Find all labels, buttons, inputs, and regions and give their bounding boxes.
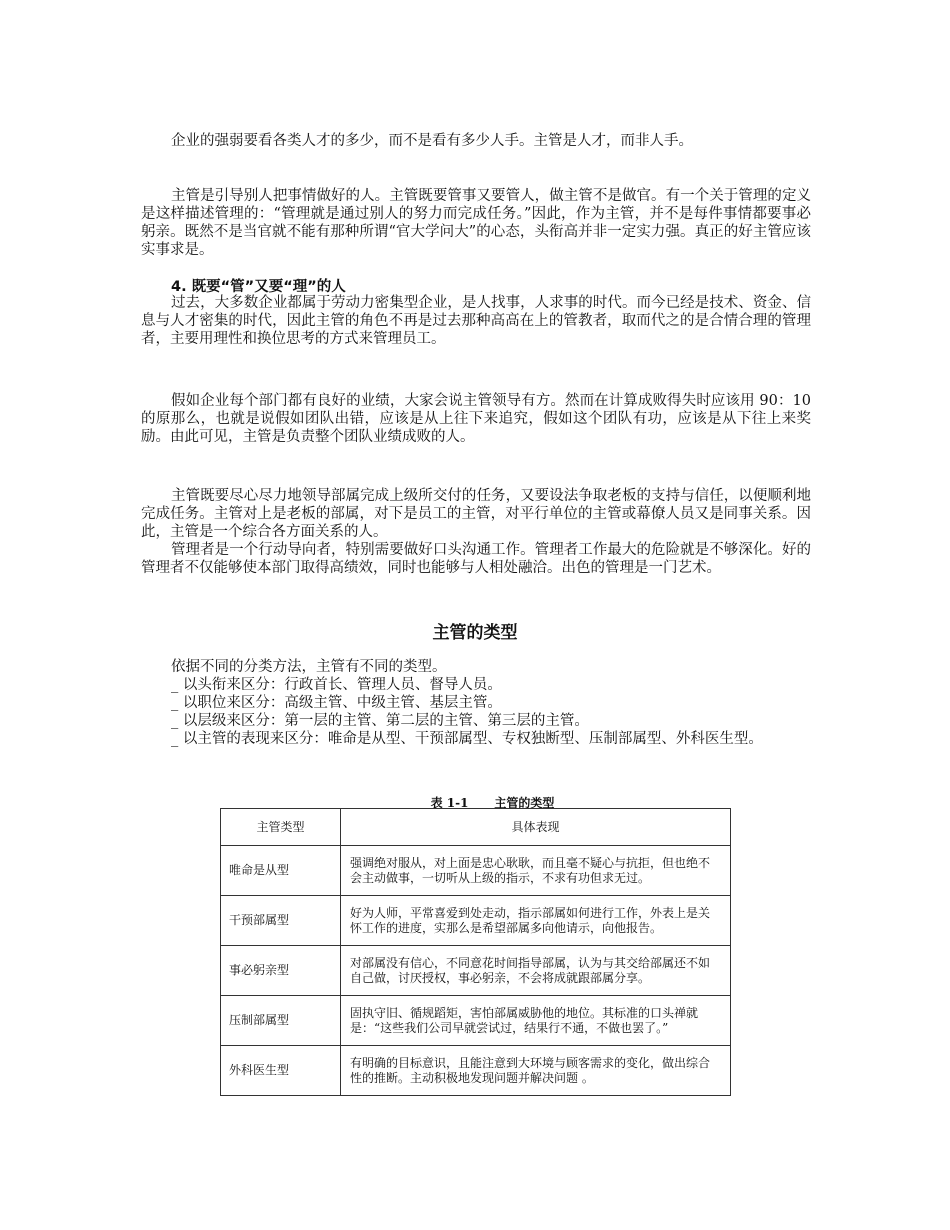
table-cell-type: 干预部属型 (221, 896, 341, 946)
table-cell-type: 压制部属型 (221, 996, 341, 1046)
table-header-row (221, 809, 731, 846)
table-cell-type: 事必躬亲型 (221, 946, 341, 996)
paragraph-relationships: 主管既要尽心尽力地领导部属完成上级所交付的任务，又要设法争取老板的支持与信任，以便顺利地完成任务。主管对上是老板的部属，对下是员工的主管，对平行单位的主管或幕僚人员又是同事关系。因此，主管是一个综合各方面关系的人。 (141, 488, 811, 540)
table-row (221, 846, 731, 896)
table-cell-description: 固执守旧、循规蹈矩，害怕部属威胁他的地位。其标准的口头禅就是：“这些我们公司早就尝试过，结果行不通，不做也罢了。” (341, 996, 731, 1046)
table-row (221, 1046, 731, 1096)
paragraph-manager-definition: 主管是引导别人把事情做好的人。主管既要管事又要管人，做主管不是做官。有一个关于管理的定义是这样描述管理的：“管理就是通过别人的努力而完成任务。”因此，作为主管，并不是每件事情都要事必躬亲。既然不是当官就不能有那种所谓“官大学问大”的心态，头衔高并非一定实力强。真正的好主管应该实事求是。 (141, 188, 811, 258)
table-cell-type: 唯命是从型 (221, 846, 341, 896)
table-row (221, 896, 731, 946)
table-cell-description: 强调绝对服从，对上面是忠心耿耿，而且毫不疑心与抗拒，但也绝不会主动做事，一切听从上级的指示，不求有功但求无过。 (341, 846, 731, 896)
table-row (221, 946, 731, 996)
table-cell-description: 对部属没有信心，不同意花时间指导部属，认为与其交给部属还不如自己做，讨厌授权，事必躬亲，不会将成就跟部属分享。 (341, 946, 731, 996)
table-caption-number: 表 1-1 (430, 796, 469, 810)
table-header-type: 主管类型 (221, 809, 341, 846)
list-item: _ 以职位来区分：高级主管、中级主管、基层主管。 (171, 695, 502, 711)
table-cell-description: 好为人师，平常喜爱到处走动，指示部属如何进行工作，外表上是关怀工作的进度，实那么是希望部属多向他请示，向他报告。 (341, 896, 731, 946)
table-caption-title: 主管的类型 (494, 796, 555, 810)
table-cell-description: 有明确的目标意识，且能注意到大环境与顾客需求的变化，做出综合性的推断。主动积极地发现问题并解决问题 。 (341, 1046, 731, 1096)
paragraph-role-change: 过去，大多数企业都属于劳动力密集型企业，是人找事，人求事的时代。而今已经是技术、资金、信息与人才密集的时代，因此主管的角色不再是过去那种高高在上的管教者，取而代之的是合情合理的管理者，主要用理性和换位思考的方式来管理员工。 (141, 295, 811, 347)
paragraph-performance: 假如企业每个部门都有良好的业绩，大家会说主管领导有方。然而在计算成败得失时应该用 90：10 的原那么，也就是说假如团队出错，应该是从上往下来追究，假如这个团队有功，应该是从下往上来奖励。由此可见，主管是负责整个团队业绩成败的人。 (141, 393, 811, 445)
subheading-manage-and-handle: 4. 既要“管”又要“理”的人 (171, 279, 346, 295)
list-item: _ 以层级来区分：第一层的主管、第二层的主管、第三层的主管。 (171, 713, 589, 729)
table-row (221, 996, 731, 1046)
paragraph-talent: 企业的强弱要看各类人才的多少，而不是看有多少人手。主管是人才，而非人手。 (171, 133, 693, 149)
type-bullet-list (141, 676, 811, 748)
section-intro: 依据不同的分类方法，主管有不同的类型。 (171, 659, 447, 675)
paragraph-action-oriented: 管理者是一个行动导向者，特别需要做好口头沟通工作。管理者工作最大的危险就是不够深化。好的管理者不仅能够使本部门取得高绩效，同时也能够与人相处融洽。出色的管理是一门艺术。 (141, 542, 811, 576)
section-title: 主管的类型 (432, 623, 518, 643)
list-item: _ 以头衔来区分：行政首长、管理人员、督导人员。 (171, 677, 502, 693)
manager-types-table (220, 808, 731, 1096)
table-header-description: 具体表现 (341, 809, 731, 846)
list-item: _ 以主管的表现来区分：唯命是从型、干预部属型、专权独断型、压制部属型、外科医生型。 (171, 731, 763, 747)
table-cell-type: 外科医生型 (221, 1046, 341, 1096)
